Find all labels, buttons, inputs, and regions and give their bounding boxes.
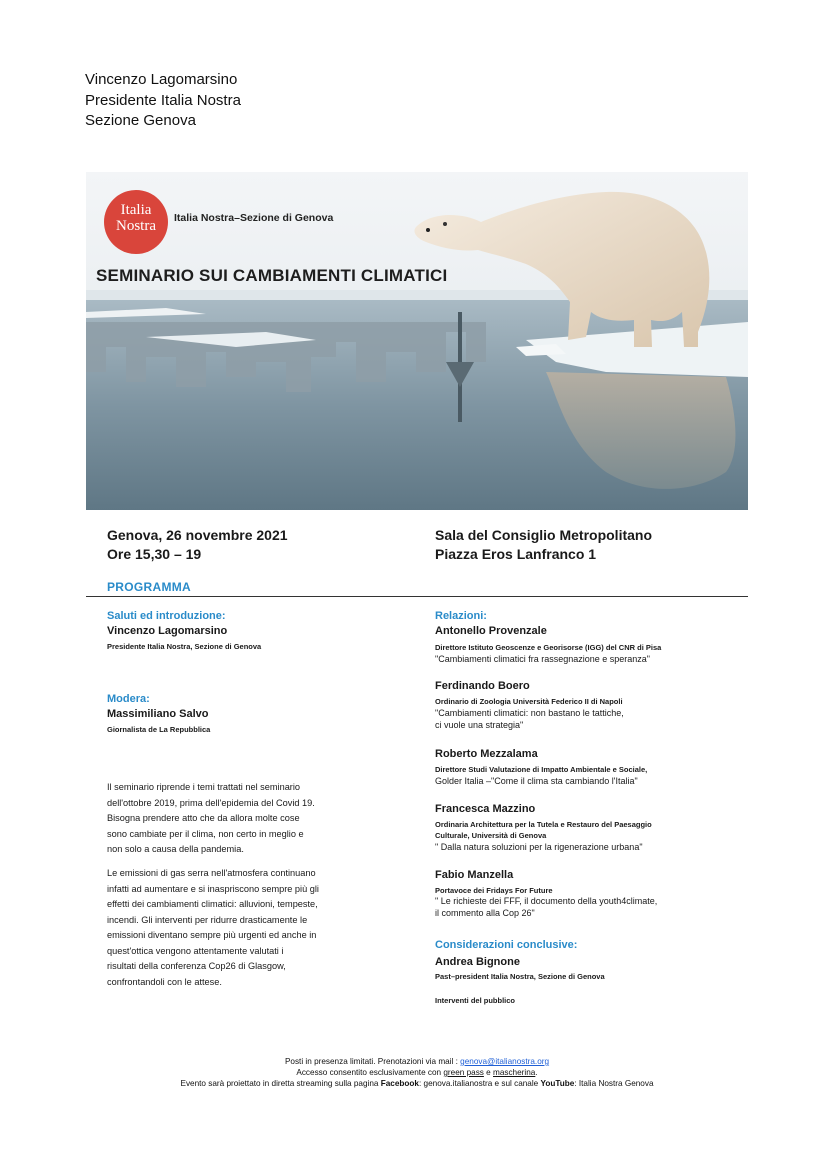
event-date: Genova, 26 novembre 2021 bbox=[107, 527, 288, 543]
saluti-name: Vincenzo Lagomarsino bbox=[107, 625, 228, 637]
poster-title: SEMINARIO SUI CAMBIAMENTI CLIMATICI bbox=[96, 266, 448, 285]
intro-paragraph: Il seminario riprende i temi trattati nel seminario dell'ottobre 2019, prima dell'epidemia del Covid 19. Bisogna prendere atto che da allora molte cose sono cambiate per il clima, non certo in meglio e non solo a causa della pandemia. bbox=[107, 782, 315, 854]
emissions-paragraph: Le emissioni di gas serra nell'atmosfera continuano infatti ad aumentare e si inaspriscono sempre più gli effetti dei cambiamenti climatici: alluvioni, tempeste, incendi. Gli interventi per ridurre drasticamente le emissioni diventano sempre più urgenti ed anche in quest'ottica vengono attentamente valutati i risultati della conferenza Cop26 di Glasgow, confrontandoli con le attese. bbox=[107, 868, 319, 987]
speaker-role: Ordinaria Architettura per la Tutela e Restauro del Paesaggio bbox=[435, 820, 652, 829]
letterhead-name: Vincenzo Lagomarsino bbox=[85, 71, 238, 88]
event-when bbox=[107, 526, 288, 564]
speaker-name: Antonello Provenzale bbox=[435, 625, 547, 637]
speaker-talk: Golder Italia –"Come il clima sta cambiando l'Italia" bbox=[435, 776, 638, 786]
speaker-talk-cont: il commento alla Cop 26" bbox=[435, 908, 535, 918]
speaker-talk: " Le richieste dei FFF, il documento della youth4climate, bbox=[435, 896, 658, 906]
programma-heading: PROGRAMMA bbox=[107, 580, 192, 594]
event-time: Ore 15,30 – 19 bbox=[107, 546, 202, 562]
modera-name: Massimiliano Salvo bbox=[107, 708, 209, 720]
booking-email-link[interactable]: genova@italianostra.org bbox=[460, 1057, 550, 1066]
conclusive-label: Considerazioni conclusive: bbox=[435, 939, 578, 951]
speaker-role: Ordinario di Zoologia Università Federico II di Napoli bbox=[435, 697, 623, 706]
speaker-talk-cont: ci vuole una strategia" bbox=[435, 720, 524, 730]
footer-access: Accesso consentito esclusivamente con green pass e mascherina. bbox=[296, 1068, 538, 1077]
speaker-name: Ferdinando Boero bbox=[435, 680, 530, 692]
saluti-label: Saluti ed introduzione: bbox=[107, 610, 226, 622]
speaker-role-cont: Culturale, Università di Genova bbox=[435, 831, 547, 840]
conclusive-role: Past–president Italia Nostra, Sezione di Genova bbox=[435, 972, 605, 981]
event-where bbox=[435, 526, 652, 564]
footer-streaming: Evento sarà proiettato in diretta streaming sulla pagina Facebook: genova.italianostra e sul canale YouTube: Italia Nostra Genova bbox=[180, 1079, 654, 1088]
speaker-role: Direttore Studi Valutazione di Impatto Ambientale e Sociale, bbox=[435, 765, 648, 774]
interventi-pubblico: Interventi del pubblico bbox=[435, 996, 516, 1005]
saluti-role: Presidente Italia Nostra, Sezione di Genova bbox=[107, 642, 262, 651]
speaker-role: Portavoce dei Fridays For Future bbox=[435, 886, 553, 895]
modera-role: Giornalista de La Repubblica bbox=[107, 725, 211, 734]
speaker-talk: "Cambiamenti climatici: non bastano le tattiche, bbox=[435, 708, 624, 718]
speaker-talk: "Cambiamenti climatici fra rassegnazione e speranza" bbox=[435, 654, 650, 664]
poster-org-name: Italia Nostra–Sezione di Genova bbox=[174, 212, 334, 224]
event-address: Piazza Eros Lanfranco 1 bbox=[435, 546, 597, 562]
relazioni-label: Relazioni: bbox=[435, 610, 487, 622]
letterhead-section: Sezione Genova bbox=[85, 112, 196, 129]
speaker-name: Francesca Mazzino bbox=[435, 803, 536, 815]
speaker-name: Roberto Mezzalama bbox=[435, 748, 538, 760]
speaker-talk: " Dalla natura soluzioni per la rigenerazione urbana" bbox=[435, 842, 643, 852]
programma-divider bbox=[86, 596, 748, 597]
letterhead-title: Presidente Italia Nostra bbox=[85, 91, 241, 109]
event-venue: Sala del Consiglio Metropolitano bbox=[435, 527, 653, 543]
conclusive-name: Andrea Bignone bbox=[435, 956, 520, 968]
speaker-role: Direttore Istituto Geoscenze e Georisorse (IGG) del CNR di Pisa bbox=[435, 643, 662, 652]
speaker-name: Fabio Manzella bbox=[435, 869, 514, 881]
footer-booking: Posti in presenza limitati. Prenotazioni via mail : genova@italianostra.org bbox=[284, 1057, 550, 1066]
letterhead bbox=[85, 70, 241, 132]
italia-nostra-logo: Italia Nostra bbox=[104, 190, 168, 254]
modera-label: Modera: bbox=[107, 693, 150, 705]
